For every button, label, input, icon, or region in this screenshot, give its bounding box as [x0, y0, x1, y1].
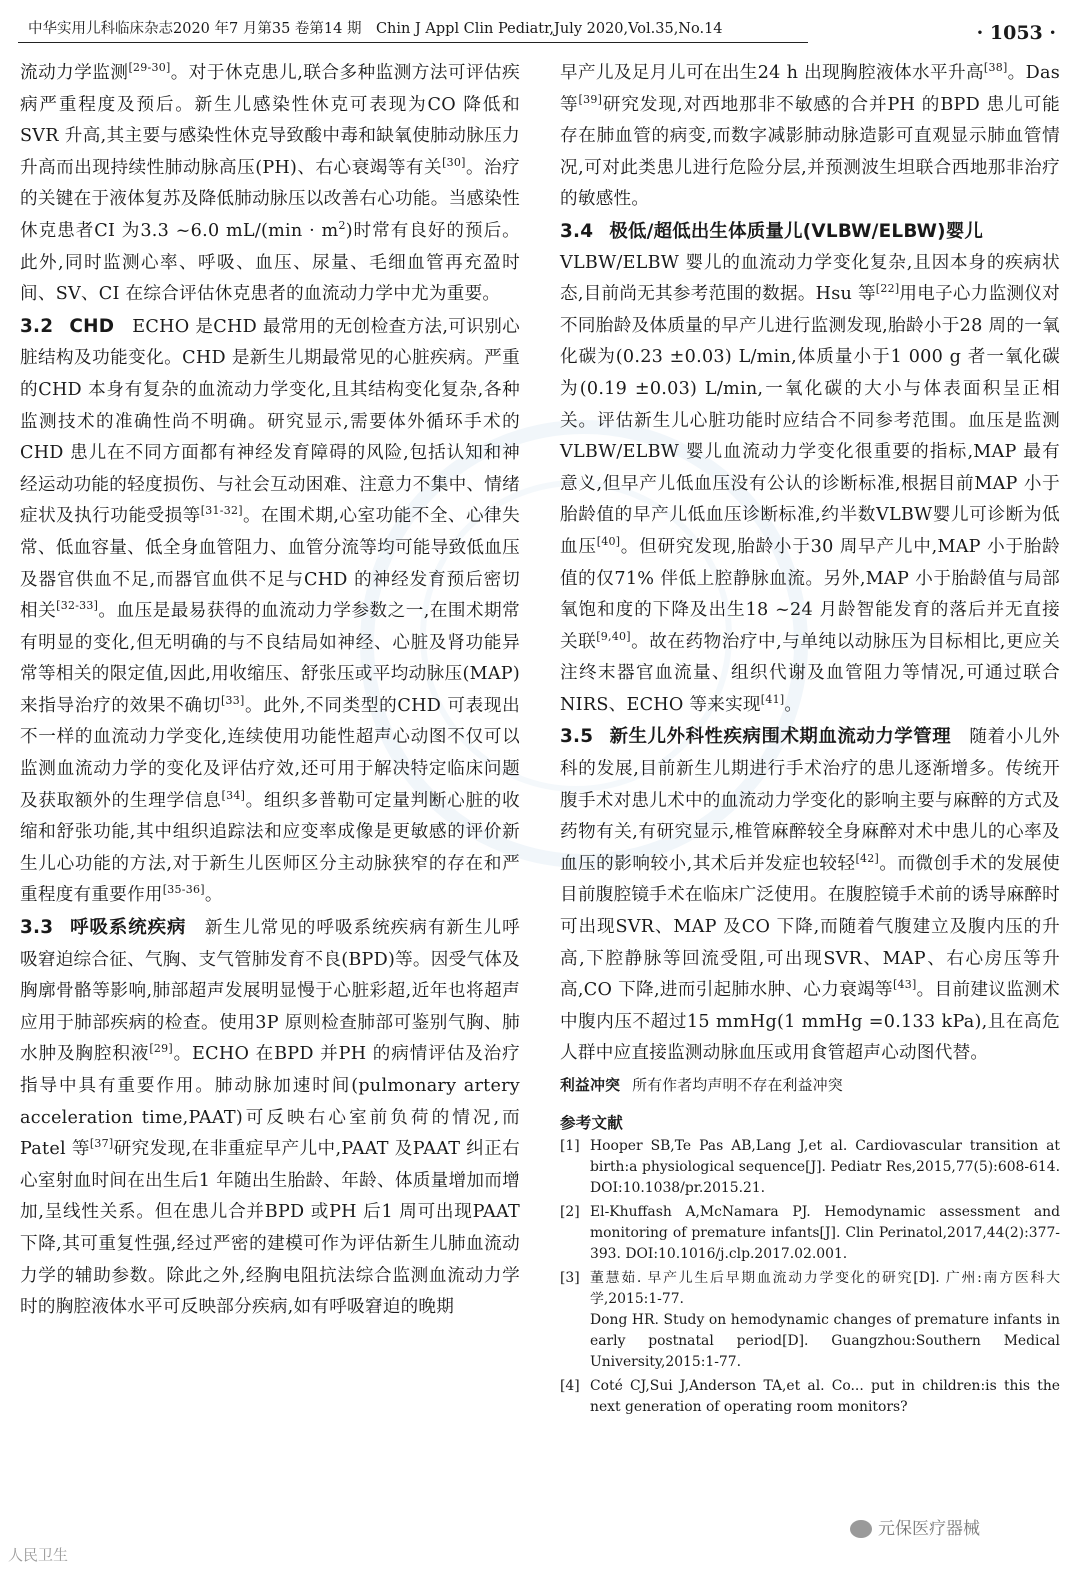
citation[interactable]: [43] — [892, 978, 917, 992]
citation[interactable]: [30] — [442, 155, 466, 169]
wechat-icon — [850, 1520, 872, 1538]
section-3-4: VLBW/ELBW 婴儿的血流动力学变化复杂,且因本身的疾病状态,目前尚无其参考范围的数据。Hsu 等[22]用电子心力监测仪对不同胎龄及体质量的早产儿进行监测发现,胎龄小于28 周的一氧化碳为(0.23 ±0.03) L/min,体质量小于1 000 g 者一氧化碳为(0.19 ±0.03) L/min,一氧化碳的大小与体表面积呈正相关。评估新生儿心脏功能时应结合不同参考范围。血压是监测VLBW/ELBW 婴儿血流动力学变化很重要的指标,MAP 最有意义,但早产儿低血压没有公认的诊断标准,根据目前MAP 小于胎龄值的早产儿低血压诊断标准,约半数VLBW婴儿可诊断为低血压[40]。但研究发现,胎龄小于30 周早产儿中,MAP 小于胎龄值的仅71% 伴低上腔静脉血流。另外,MAP 小于胎龄值与局部氧饱和度的下降及出生18 ~24 月龄智能发育的落后并无直接关联[9,40]。故在药物治疗中,与单纯以动脉压为目标相比,更应关注终末器官血流量、组织代谢及血管阻力等情况,可通过联合NIRS、ECHO 等来实现[41]。 — [560, 252, 1060, 715]
citation[interactable]: [38] — [983, 61, 1008, 75]
running-header — [18, 12, 1062, 46]
citation[interactable]: [29-30] — [128, 61, 171, 75]
section-3-3: 3.3 呼吸系统疾病 新生儿常见的呼吸系统疾病有新生儿呼吸窘迫综合征、气胸、支气管肺发育不良(BPD)等。因受气体及胸廓骨骼等影响,肺部超声发展明显慢于心脏彩超,近年也将超声应用于肺部疾病的检查。使用3P 原则检查肺部可鉴别气胸、肺水肿及胸腔积液[29]。ECHO 在BPD 并PH 的病情评估及治疗指导中具有重要作用。肺动脉加速时间(pulmonary artery acceleration time,PAAT)可反映右心室前负荷的情况,而Patel 等[37]研究发现,在非重症早产儿中,PAAT 及PAAT 纠正右心室射血时间在出生后1 年随出生胎龄、年龄、体质量增加而增加,呈线性关系。但在患儿合并BPD 或PH 后1 周可出现PAAT 下降,其可重复性强,经过严密的建模可作为评估新生儿肺血流动力学的辅助参数。除此之外,经胸电阻抗法综合监测血流动力学时的胸腔液体水平可反映部分疾病,如有呼吸窘迫的晚期 — [20, 917, 520, 1318]
section-3-2: 3.2 CHD ECHO 是CHD 最常用的无创检查方法,可识别心脏结构及功能变化。CHD 是新生儿期最常见的心脏疾病。严重的CHD 本身有复杂的血流动力学变化,且其结构变化复杂,各种监测技术的准确性尚不明确。研究显示,需要体外循环手术的CHD 患儿在不同方面都有神经发育障碍的风险,包括认知和神经运动功能的轻度损伤、与社会互动困难、注意力不集中、情绪症状及执行功能受损等[31-32]。在围术期,心室功能不全、心律失常、低血容量、低全身血管阻力、血管分流等均可能导致低血压及器官供血不足,而器官血供不足与CHD 的神经发育预后密切相关[32-33]。血压是最易获得的血流动力学参数之一,在围术期常有明显的变化,但无明确的与不良结局如神经、心脏及肾功能异常等相关的限定值,因此,用收缩压、舒张压或平均动脉压(MAP)来指导治疗的效果不确切[33]。此外,不同类型的CHD 可表现出不一样的血流动力学变化,连续使用功能性超声心动图不仅可以监测血流动力学的变化及评估疗效,还可用于解决特定临床问题及获取额外的生理学信息[34]。组织多普勒可定量判断心脏的收缩和舒张功能,其中组织追踪法和应变率成像是更敏感的评价新生儿心功能的方法,对于新生儿医师区分主动脉狭窄的存在和严重程度有重要作用[35-36]。 — [20, 315, 520, 906]
citation[interactable]: [22] — [875, 282, 900, 296]
publisher-watermark: 人民卫生 — [8, 1546, 69, 1564]
citation[interactable]: [33] — [220, 694, 245, 708]
citation[interactable]: [37] — [89, 1137, 114, 1151]
conflict-of-interest: 利益冲突 所有作者均声明不存在利益冲突 — [560, 1077, 843, 1094]
citation[interactable]: [29] — [149, 1042, 173, 1056]
section-3-5: 3.5 新生儿外科性疾病围术期血流动力学管理 随着小儿外科的发展,目前新生儿期进行手术治疗的患儿逐渐增多。传统开腹手术对患儿术中的血流动力学变化的影响主要与麻醉的方式及药物有关,有研究显示,椎管麻醉较全身麻醉对术中患儿的心率及血压的影响较小,其术后并发症也较轻[42]。而微创手术的发展使目前腹腔镜手术在临床广泛使用。在腹腔镜手术前的诱导麻醉时可出现SVR、MAP 及CO 下降,而随着气腹建立及腹内压的升高,下腔静脉等回流受阻,可出现SVR、MAP、右心房压等升高,CO 下降,进而引起肺水肿、心力衰竭等[43]。目前建议监测术中腹内压不超过15 mmHg(1 mmHg =0.133 kPa),且在高危人群中应直接监测动脉血压或用食管超声心动图代替。 — [560, 726, 1060, 1064]
reference-item: [3] 董慧茹. 早产儿生后早期血流动力学变化的研究[D]. 广州:南方医科大学,2015:1-77. Dong HR. Study on hemodynamic changes of premature infants in early postnatal period[D]. Guangzhou:Southern Medical University,2015:1-77. — [560, 1270, 1060, 1370]
reference-item: [2] El-Khuffash A,McNamara PJ. Hemodynamic assessment and monitoring of premature infants[J]. Clin Perinatol,2017,44(2):377-393. DOI:10.1016/j.clp.2017.02.001. — [560, 1204, 1060, 1262]
citation[interactable]: [41] — [760, 693, 785, 707]
citation[interactable]: [32-33] — [56, 599, 99, 613]
references-heading: 参考文献 — [560, 1114, 624, 1132]
citation[interactable]: [42] — [855, 851, 880, 865]
citation[interactable]: [9,40] — [596, 629, 631, 643]
reference-item: [4] Coté CJ,Sui J,Anderson TA,et al. Co... put in children:is this the next generation of operating room monitors? — [560, 1378, 1060, 1415]
citation[interactable]: [35-36] — [162, 883, 205, 897]
right-column — [560, 58, 1060, 1421]
section-heading: 3.3 呼吸系统疾病 — [20, 917, 187, 939]
wechat-watermark: 元保医疗器械 — [850, 1514, 1070, 1544]
header-rule — [18, 42, 808, 43]
citation[interactable]: [40] — [596, 535, 621, 549]
citation[interactable]: [34] — [221, 788, 246, 802]
section-heading: 3.5 新生儿外科性疾病围术期血流动力学管理 — [560, 726, 952, 748]
paragraph-shock: 流动力学监测[29-30]。对于休克患儿,联合多种监测方法可评估疾病严重程度及预后。新生儿感染性休克可表现为CO 降低和SVR 升高,其主要与感染性休克导致酸中毒和缺氧使肺动脉压力升高而出现持续性肺动脉高压(PH)、右心衰竭等有关[30]。治疗的关键在于液体复苏及降低肺动脉压以改善右心功能。当感染性休克患者CI 为3.3 ~6.0 $mL/(\min \cdot m^2)$时常有良好的预后。此外,同时监测心率、呼吸、血压、尿量、毛细血管再充盈时间、SV、CI 在综合评估休克患者的血流动力学中尤为重要。 — [20, 61, 520, 305]
citation[interactable]: [39] — [578, 92, 603, 106]
section-3-4-heading: 3.4 极低/超低出生体质量儿(VLBW/ELBW)婴儿 — [560, 220, 984, 242]
page-number: · 1053 · — [976, 22, 1056, 44]
reference-item: [1] Hooper SB,Te Pas AB,Lang J,et al. Cardiovascular transition at birth:a physiological sequence[J]. Pediatr Res,2015,77(5):608-614. DOI:10.1038/pr.2015.21. — [560, 1138, 1060, 1196]
reference-list — [560, 1136, 1060, 1418]
section-heading: 3.2 CHD — [20, 315, 115, 337]
left-column — [20, 58, 520, 1324]
journal-citation: 中华实用儿科临床杂志2020 年7 月第35 卷第14 期 Chin J Appl Clin Pediatr,July 2020,Vol.35,No.14 — [28, 21, 723, 37]
paragraph-continued: 早产儿及足月儿可在出生24 h 出现胸腔液体水平升高[38]。Das 等[39]研究发现,对西地那非不敏感的合并PH 的BPD 患儿可能存在肺血管的病变,而数字减影肺动脉造影可直观显示肺血管情况,可对此类患儿进行危险分层,并预测波生坦联合西地那非治疗的敏感性。 — [560, 61, 1060, 210]
citation[interactable]: [31-32] — [200, 504, 243, 518]
